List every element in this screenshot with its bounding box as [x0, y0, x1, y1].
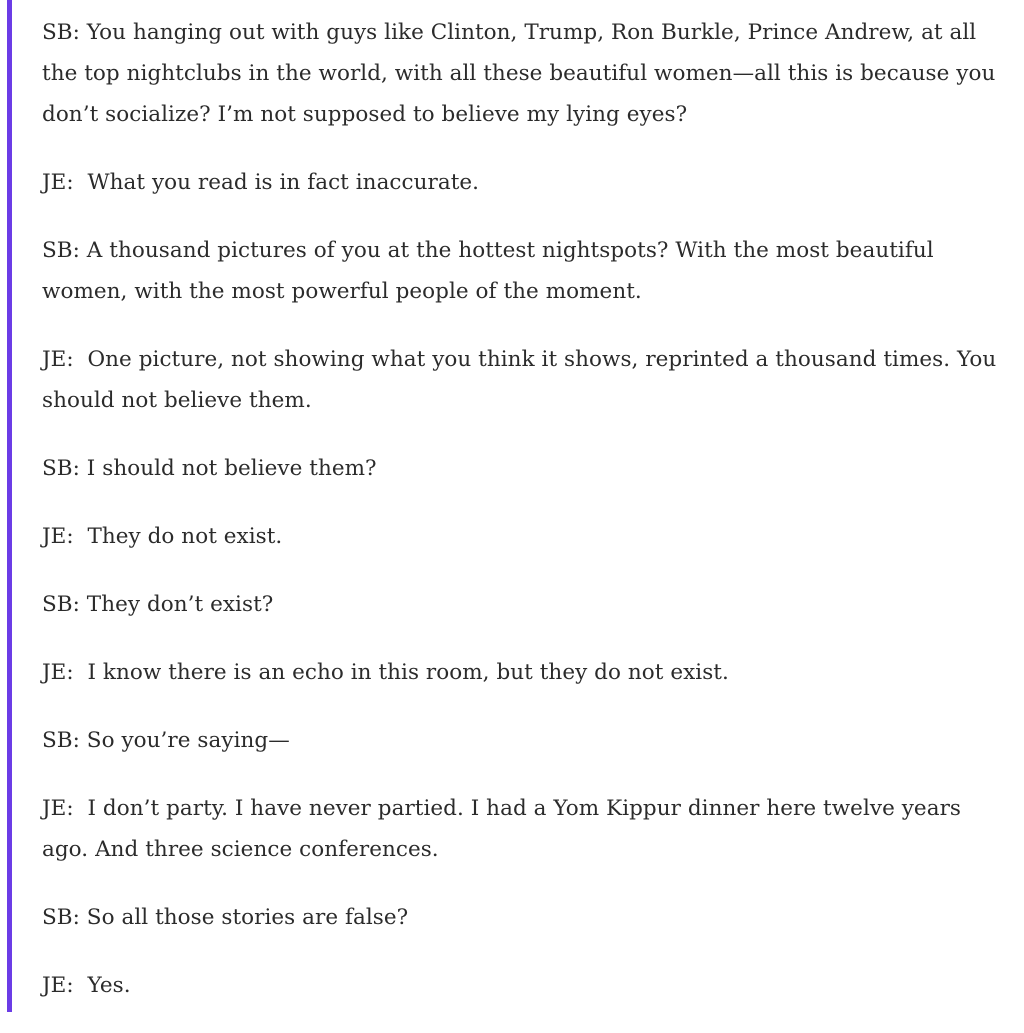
transcript-paragraph-je-2: JE: One picture, not showing what you think it shows, reprinted a thousand times. You should not believe them.	[42, 347, 1004, 413]
transcript-paragraph-je-6: JE: Yes.	[42, 973, 131, 998]
transcript-paragraph-je-3: JE: They do not exist.	[42, 524, 283, 549]
transcript-paragraph-je-5: JE: I don’t party. I have never partied. I had a Yom Kippur dinner here twelve years ago. And three science conferences.	[42, 796, 968, 862]
blockquote-accent-bar	[7, 0, 12, 1012]
transcript-paragraph-sb-4: SB: They don’t exist?	[42, 592, 274, 617]
transcript-paragraph-sb-6: SB: So all those stories are false?	[42, 905, 409, 930]
transcript-paragraph-je-4: JE: I know there is an echo in this room, but they do not exist.	[42, 660, 729, 685]
transcript-paragraph-sb-5: SB: So you’re saying—	[42, 728, 290, 753]
transcript-paragraph-je-1: JE: What you read is in fact inaccurate.	[42, 170, 480, 195]
interview-transcript	[42, 12, 1002, 1033]
transcript-paragraph-sb-1: SB: You hanging out with guys like Clinton, Trump, Ron Burkle, Prince Andrew, at all the top nightclubs in the world, with all these beautiful women—all this is because you don’t socialize? I’m not supposed to believe my lying eyes?	[42, 20, 1003, 127]
transcript-paragraph-sb-2: SB: A thousand pictures of you at the hottest nightspots? With the most beautiful women, with the most powerful people of the moment.	[42, 238, 941, 304]
transcript-paragraph-sb-3: SB: I should not believe them?	[42, 456, 377, 481]
